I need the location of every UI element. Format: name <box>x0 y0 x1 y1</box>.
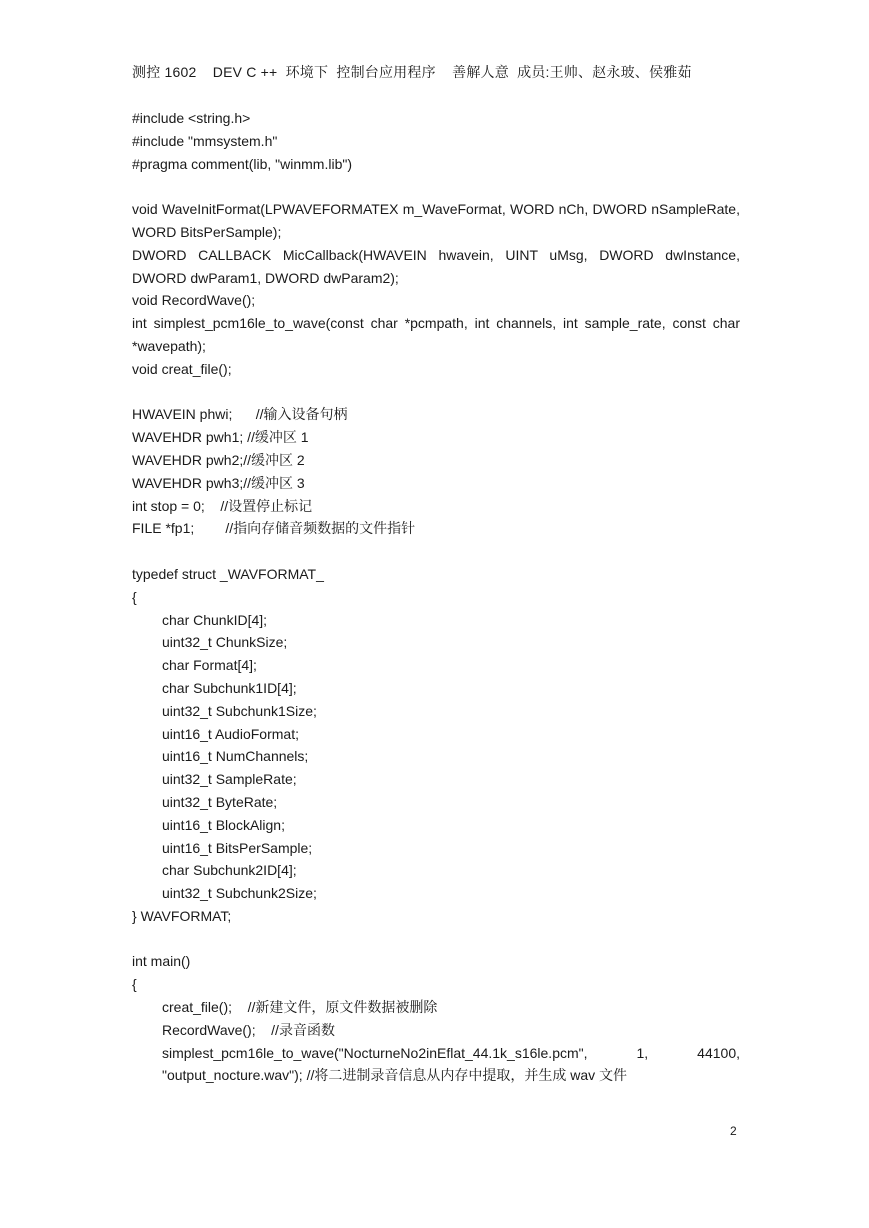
page-number: 2 <box>730 1124 737 1138</box>
page-header: 测控 1602 DEV C ++ 环境下 控制台应用程序 善解人意 成员:王帅、赵永玻、侯雅茹 <box>132 64 692 80</box>
code-line: WAVEHDR pwh2;//缓冲区 2 <box>132 451 305 468</box>
code-line: #pragma comment(lib, "winmm.lib") <box>132 155 352 172</box>
struct-field: uint16_t AudioFormat; <box>162 725 299 742</box>
code-line: creat_file(); //新建文件，原文件数据被删除 <box>162 999 438 1016</box>
struct-field: uint32_t Subchunk2Size; <box>162 885 317 902</box>
struct-field: uint16_t NumChannels; <box>162 748 309 765</box>
code-line: HWAVEIN phwi; //输入设备句柄 <box>132 406 348 423</box>
code-line: { <box>132 588 137 605</box>
struct-field: char Format[4]; <box>162 657 257 674</box>
code-line: #include <string.h> <box>132 110 251 126</box>
code-line: void creat_file(); <box>132 360 232 377</box>
code-line: void WaveInitFormat(LPWAVEFORMATEX m_WaveFormat, WORD nCh, DWORD nSampleRate, WORD BitsPerSample); <box>132 201 740 240</box>
code-line: RecordWave(); //录音函数 <box>162 1021 335 1038</box>
struct-field: uint16_t BitsPerSample; <box>162 839 313 856</box>
code-listing <box>132 107 740 1087</box>
code-line: int simplest_pcm16le_to_wave(const char *pcmpath, int channels, int sample_rate, const char *wavepath); <box>132 315 740 354</box>
struct-field: uint32_t SampleRate; <box>162 771 297 788</box>
struct-field: uint32_t ByteRate; <box>162 793 278 810</box>
struct-field: char Subchunk2ID[4]; <box>162 862 297 879</box>
code-line: #include "mmsystem.h" <box>132 132 278 149</box>
code-line: DWORD CALLBACK MicCallback(HWAVEIN hwavein, UINT uMsg, DWORD dwInstance, DWORD dwParam1, DWORD dwParam2); <box>132 246 740 286</box>
code-line: void RecordWave(); <box>132 292 256 309</box>
struct-field: uint32_t Subchunk1Size; <box>162 702 317 719</box>
code-line: { <box>132 976 137 993</box>
struct-field: char ChunkID[4]; <box>162 611 268 628</box>
code-line: } WAVFORMAT; <box>132 907 232 924</box>
code-line: int stop = 0; //设置停止标记 <box>132 497 313 514</box>
code-line: simplest_pcm16le_to_wave("NocturneNo2inEflat_44.1k_s16le.pcm", 1, 44100, "output_nocture.wav"); //将二进制录音信息从内存中提取，并生成 wav 文件 <box>162 1044 740 1084</box>
code-line: typedef struct _WAVFORMAT_ <box>132 565 324 582</box>
code-line: WAVEHDR pwh3;//缓冲区 3 <box>132 474 305 491</box>
code-line: int main() <box>132 953 191 970</box>
struct-field: uint16_t BlockAlign; <box>162 816 285 833</box>
code-line: FILE *fp1; //指向存储音频数据的文件指针 <box>132 520 416 537</box>
struct-field: uint32_t ChunkSize; <box>162 634 288 651</box>
struct-field: char Subchunk1ID[4]; <box>162 679 297 696</box>
code-line: WAVEHDR pwh1; //缓冲区 1 <box>132 429 309 446</box>
